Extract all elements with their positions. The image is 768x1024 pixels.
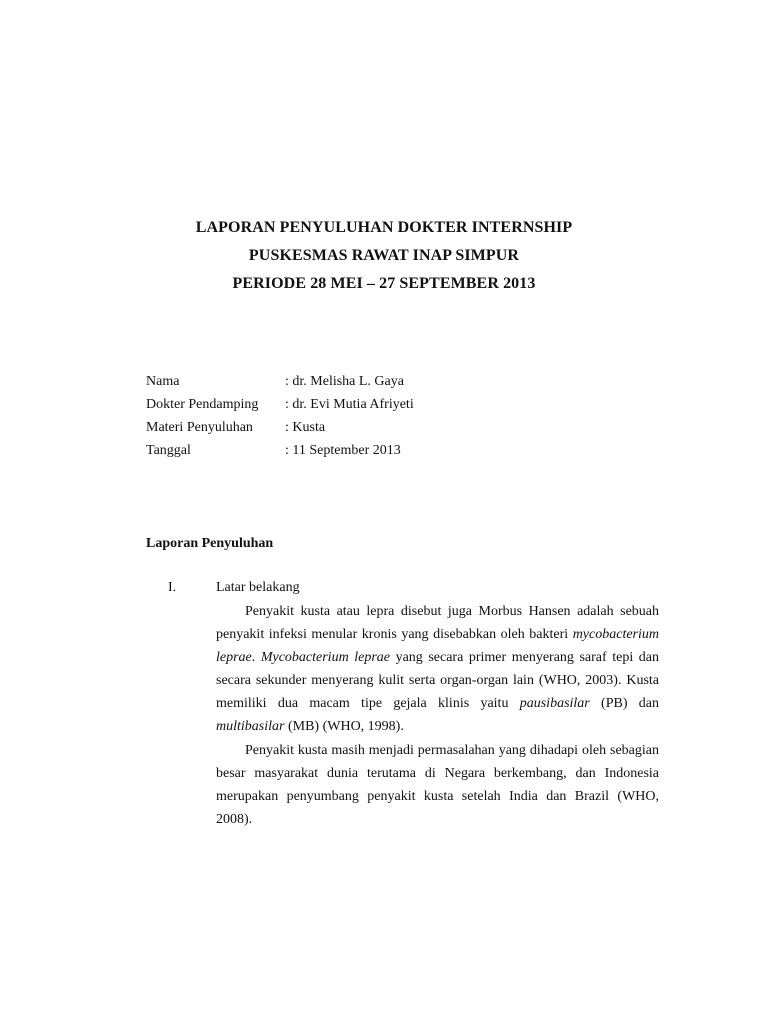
info-row-nama [146, 370, 414, 393]
report-title [0, 214, 768, 298]
info-label: Nama [146, 374, 180, 389]
info-row-tanggal [146, 439, 414, 462]
info-label: Dokter Pendamping [146, 397, 259, 412]
italic-term: Mycobacterium leprae [260, 650, 391, 666]
italic-term: multibasilar [216, 719, 285, 735]
title-line-3: PERIODE 28 MEI – 27 SEPTEMBER 2013 [232, 275, 536, 292]
info-value: : 11 September 2013 [285, 443, 401, 458]
italic-term: pausibasilar [519, 696, 590, 712]
italic-term: mycobacterium leprae [216, 627, 659, 666]
title-line-1: LAPORAN PENYULUHAN DOKTER INTERNSHIP [195, 219, 573, 236]
info-value: : dr. Evi Mutia Afriyeti [285, 397, 414, 412]
info-label: Materi Penyuluhan [146, 420, 253, 435]
body-text [216, 600, 659, 831]
text-run: . [251, 650, 261, 666]
info-value: : Kusta [285, 420, 326, 435]
info-label: Tanggal [146, 443, 191, 458]
text-run: Penyakit kusta atau lepra disebut juga Morbus Hansen adalah sebuah penyakit infeksi menular kronis yang disebabkan oleh bakteri [216, 604, 659, 643]
info-row-dokter-pendamping [146, 393, 414, 416]
text-run: (PB) dan [589, 696, 659, 712]
info-value: : dr. Melisha L. Gaya [285, 374, 404, 389]
title-line-2: PUSKESMAS RAWAT INAP SIMPUR [248, 247, 520, 264]
paragraph-2: Penyakit kusta masih menjadi permasalahan yang dihadapi oleh sebagian besar masyarakat dunia terutama di Negara berkembang, dan Indonesia merupakan penyumbang penyakit kusta setelah India dan Brazil (WHO, 2008). [216, 742, 659, 827]
text-run: yang secara primer menyerang saraf tepi dan secara sekunder menyerang kulit serta organ-organ lain (WHO, 2003). Kusta memiliki dua macam tipe gejala klinis yaitu [216, 650, 660, 712]
text-run: (MB) (WHO, 1998). [284, 719, 404, 735]
section-heading: Laporan Penyuluhan [146, 536, 274, 551]
list-item-number: I. [168, 580, 177, 595]
paragraph-1 [216, 600, 659, 739]
info-table [146, 370, 414, 462]
info-row-materi [146, 416, 414, 439]
list-item-title: Latar belakang [216, 580, 300, 595]
